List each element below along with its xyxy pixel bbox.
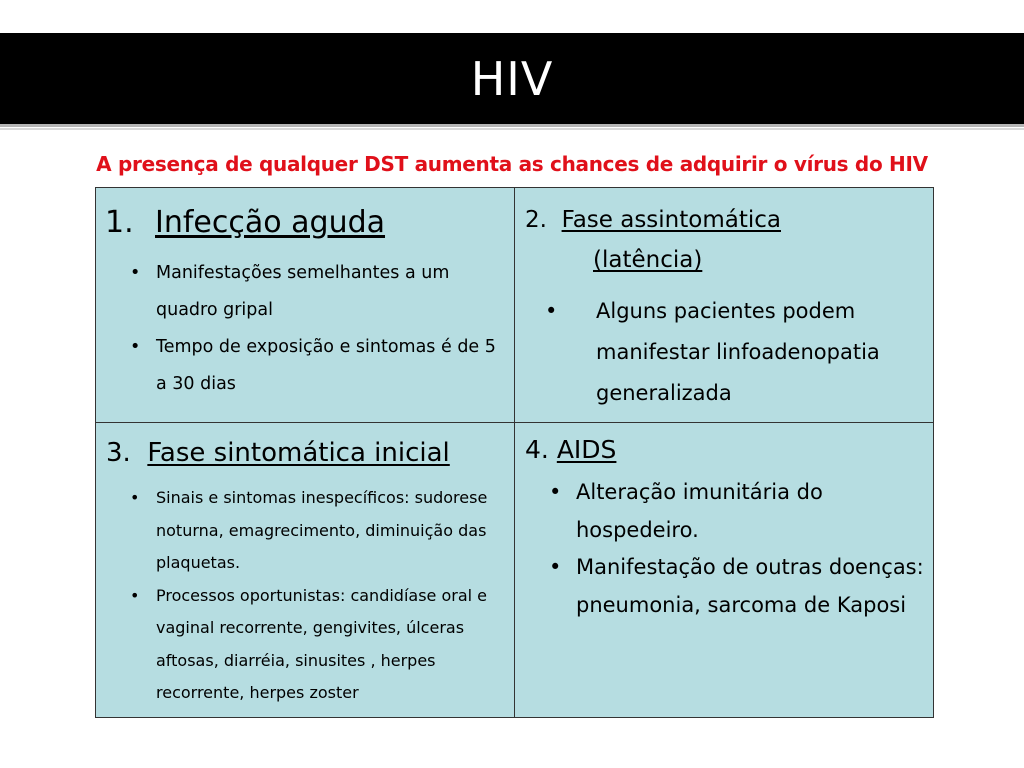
slide-title: HIV	[470, 51, 554, 106]
bullet-icon: •	[130, 488, 140, 507]
bullet-icon: •	[545, 299, 558, 323]
list-item-text: Tempo de exposição e sintomas é de 5 a 30 dias	[156, 337, 496, 394]
list-item-text: Sinais e sintomas inespecíficos: sudorese noturna, emagrecimento, diminuição das plaquetas.	[156, 488, 488, 572]
box-title: AIDS	[556, 435, 617, 464]
box-aids	[514, 422, 934, 718]
box-fase-assintomatica	[514, 187, 934, 423]
title-divider-light	[0, 128, 1024, 130]
title-divider	[0, 124, 1024, 127]
slide-subtitle: A presença de qualquer DST aumenta as chances de adquirir o vírus do HIV	[96, 152, 928, 176]
list-item	[130, 255, 510, 329]
list-item	[549, 474, 929, 549]
list-item	[545, 291, 930, 414]
bullet-list	[545, 291, 930, 414]
box-heading	[105, 205, 385, 240]
bullet-icon: •	[130, 585, 140, 605]
box-heading	[525, 205, 781, 284]
box-number: 1.	[105, 205, 134, 240]
box-title: Fase sintomática inicial	[147, 438, 450, 468]
bullet-icon: •	[549, 480, 562, 504]
box-infeccao-aguda	[95, 187, 515, 423]
box-title: Fase assintomática	[561, 207, 781, 233]
bullet-icon: •	[130, 337, 141, 357]
bullet-list	[130, 255, 510, 403]
list-item	[130, 482, 510, 580]
list-item	[549, 549, 929, 624]
list-item-text: Manifestações semelhantes a um quadro gripal	[156, 263, 450, 320]
bullet-list	[130, 482, 510, 710]
box-number: 3.	[106, 438, 131, 468]
list-item-text: Alteração imunitária do hospedeiro.	[576, 480, 823, 542]
bullet-list	[549, 474, 929, 624]
box-title: Infecção aguda	[155, 205, 386, 240]
list-item	[130, 329, 510, 403]
box-fase-sintomatica-inicial	[95, 422, 515, 718]
bullet-icon: •	[130, 263, 141, 283]
title-bar	[0, 33, 1024, 124]
bullet-icon: •	[549, 555, 562, 579]
list-item-text: Manifestação de outras doenças: pneumonia, sarcoma de Kaposi	[576, 555, 924, 617]
box-number: 4.	[525, 435, 549, 464]
list-item-text: Processos oportunistas: candidíase oral e vaginal recorrente, gengivites, úlceras aftosas, diarréia, sinusites , herpes recorrente, herpes zoster	[156, 585, 488, 702]
list-item-text: Alguns pacientes podem manifestar linfoadenopatia generalizada	[596, 299, 880, 405]
box-heading	[525, 435, 616, 464]
list-item	[130, 580, 510, 710]
box-heading	[106, 438, 450, 468]
box-number: 2.	[525, 207, 547, 233]
box-title-continued: (latência)	[593, 247, 703, 273]
